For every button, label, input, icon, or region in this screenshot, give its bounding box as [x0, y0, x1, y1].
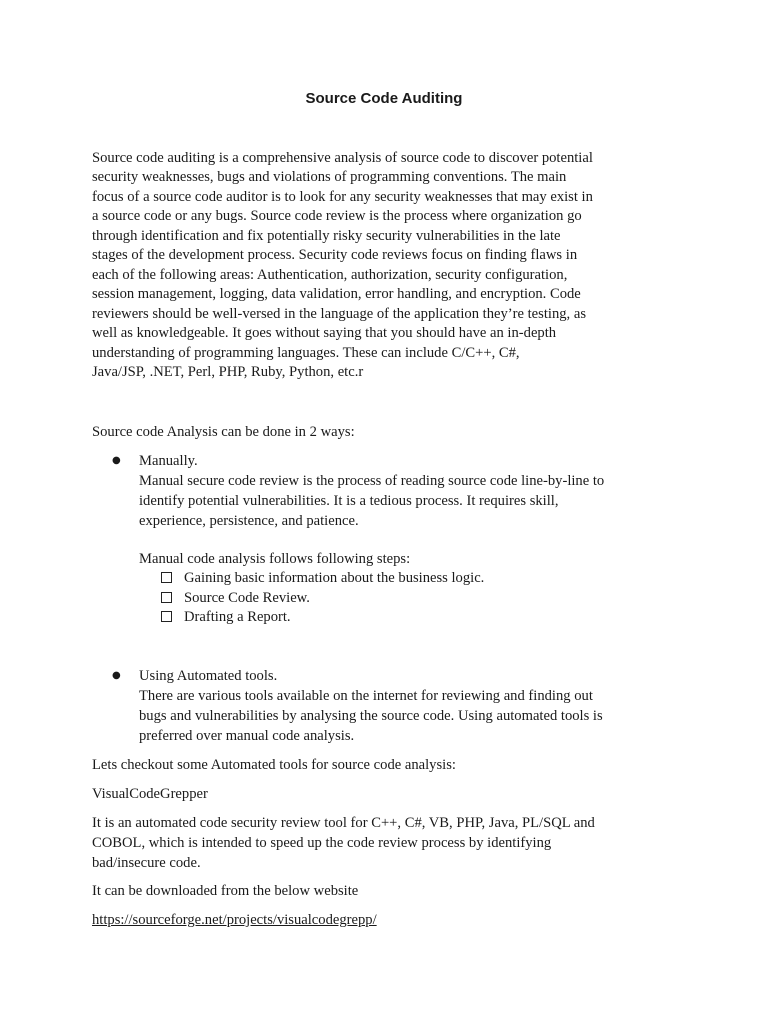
tool-description-line: COBOL, which is intended to speed up the code review process by identifying [92, 835, 552, 851]
bullet-body [139, 666, 699, 746]
download-link[interactable]: https://sourceforge.net/projects/visualcodegrepp/ [92, 912, 377, 928]
intro-line: Source code auditing is a comprehensive analysis of source code to discover potential [92, 150, 593, 166]
intro-line: stages of the development process. Security code reviews focus on finding flaws in [92, 247, 578, 264]
intro-line: focus of a source code auditor is to look for any security weaknesses that may exist in [92, 188, 593, 205]
step-label: Source Code Review. [184, 589, 310, 606]
tools-lead: Lets checkout some Automated tools for source code analysis: [92, 757, 456, 773]
bullet-marker: ● [112, 455, 121, 466]
step-item [161, 608, 699, 628]
intro-line: understanding of programming languages. These can include C/C++, C#, [92, 344, 520, 361]
intro-line: through identification and fix potentially risky security vulnerabilities in the late [92, 227, 561, 244]
tool-description [92, 813, 595, 873]
intro-line: a source code or any bugs. Source code review is the process where organization go [92, 208, 582, 225]
step-item [161, 589, 699, 609]
download-lead: It can be downloaded from the below website [92, 883, 359, 899]
bullet-line: identify potential vulnerabilities. It is a tedious process. It requires skill, [139, 493, 559, 509]
intro-line: reviewers should be well-versed in the language of the application they’re testing, as [92, 305, 586, 322]
step-label: Gaining basic information about the business logic. [184, 570, 485, 586]
intro-line: security weaknesses, bugs and violations of programming conventions. The main [92, 169, 567, 186]
checkbox-square-icon [161, 592, 172, 603]
bullet-body [139, 451, 699, 628]
intro-line: session management, logging, data validation, error handling, and encryption. Code [92, 286, 581, 303]
checkbox-square-icon [161, 611, 172, 622]
intro-line: each of the following areas: Authentication, authorization, security configuration, [92, 266, 568, 283]
checkbox-square-icon [161, 572, 172, 583]
bullet-line: Manual secure code review is the process of reading source code line-by-line to [139, 473, 605, 489]
bullet-line: bugs and vulnerabilities by analysing the source code. Using automated tools is [139, 708, 603, 724]
steps-lead: Manual code analysis follows following steps: [139, 551, 411, 567]
bullet-line: experience, persistence, and patience. [139, 513, 359, 529]
bullet-heading: Using Automated tools. [139, 668, 278, 684]
intro-paragraph [92, 149, 682, 382]
download-link-paragraph [92, 910, 377, 930]
step-label: Drafting a Report. [184, 609, 291, 625]
page-title: Source Code Auditing [305, 90, 463, 107]
bullet-marker: ● [112, 670, 121, 681]
tool-name: VisualCodeGrepper [92, 786, 208, 802]
analysis-lead: Source code Analysis can be done in 2 ways: [92, 424, 355, 440]
steps-list [139, 569, 699, 628]
bullet-line: There are various tools available on the internet for reviewing and finding out [139, 688, 593, 704]
intro-line: well as knowledgeable. It goes without saying that you should have an in-depth [92, 325, 557, 342]
bullet-line: preferred over manual code analysis. [139, 728, 355, 744]
intro-line: Java/JSP, .NET, Perl, PHP, Ruby, Python, etc.r [92, 363, 364, 380]
tool-description-line: It is an automated code security review tool for C++, C#, VB, PHP, Java, PL/SQL and [92, 815, 595, 831]
tool-description-line: bad/insecure code. [92, 855, 201, 871]
step-item [161, 569, 699, 589]
bullet-heading: Manually. [139, 453, 198, 469]
